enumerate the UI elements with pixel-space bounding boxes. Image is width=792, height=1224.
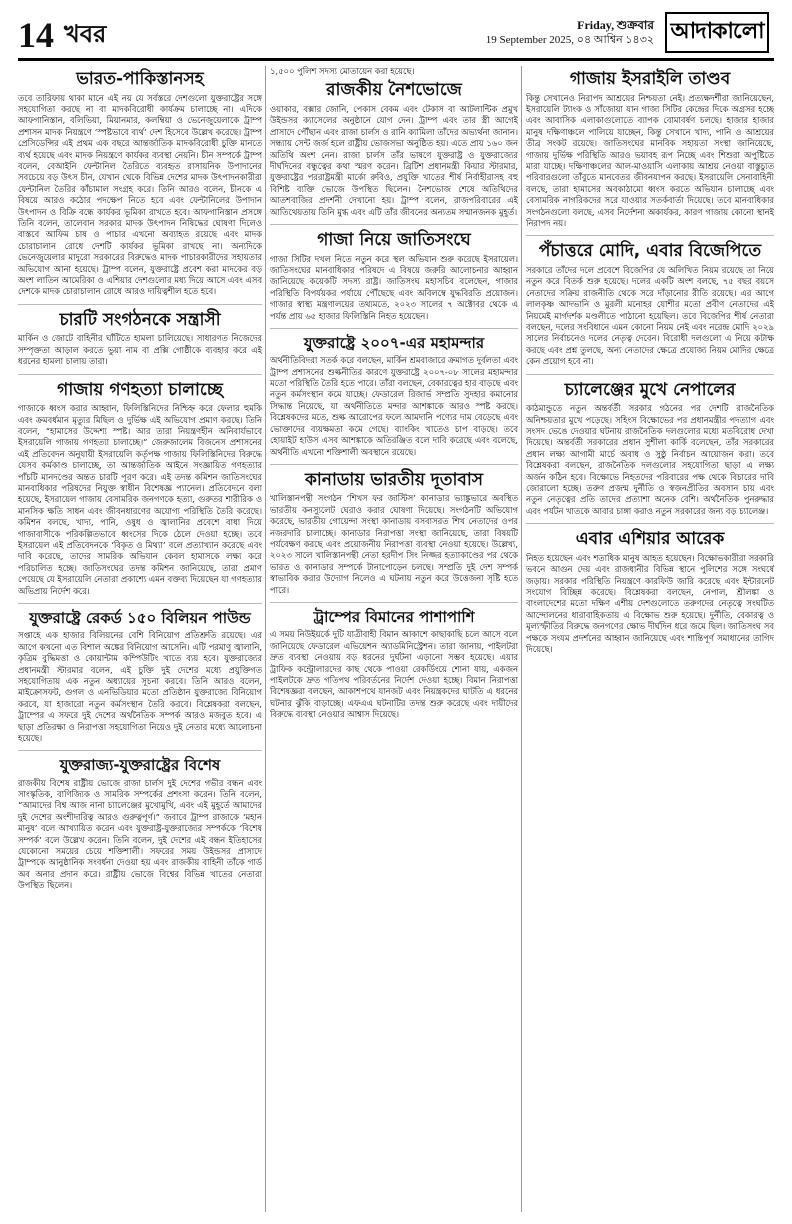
article-headline: এবার এশিয়ার আরেক — [575, 529, 725, 550]
article — [526, 242, 774, 374]
column-1 — [18, 66, 262, 1212]
section-name: খবর — [64, 20, 107, 48]
article-body: নিহত হয়েছেন এবং শতাধিক মানুষ আহত হয়েছেন। বিক্ষোভকারীরা সরকারি ভবনে আগুন দেয় এবং রাজধানীর বিভিন্ন স্থানে পুলিশের সঙ্গে সংঘর্ষে জড়ায়। সরকার পরিস্থিতি নিয়ন্ত্রণে কারফিউ জারি করেছে এবং ইন্টারনেট সংযোগ বিচ্ছিন্ন করেছে। বিশ্লেষকরা বলছেন, নেপাল, শ্রীলঙ্কা ও বাংলাদেশের মতো দক্ষিণ এশীয় দেশগুলোতে তরুণদের নেতৃত্বে সংঘটিত আন্দোলনের ধারাবাহিকতায় এ বিক্ষোভ শুরু হয়েছে। দুর্নীতি, বেকারত্ব ও মূল্যস্ফীতির বিরুদ্ধে জনগণের ক্ষোভ দীর্ঘদিন ধরে জমে ছিল। জাতিসংঘ সব পক্ষকে সংযম প্রদর্শনের আহ্বান জানিয়েছে এবং শান্তিপূর্ণ সমাধানের তাগিদ দিয়েছে। — [526, 552, 774, 655]
article-headline: চ্যালেঞ্জের মুখে নেপালের — [564, 379, 736, 400]
newspaper-logo — [660, 14, 774, 50]
article — [270, 609, 518, 727]
article — [270, 471, 518, 603]
day-bn: শুক্রবার — [616, 18, 654, 32]
article — [18, 311, 262, 375]
article — [18, 757, 262, 897]
article-headline: গাজায় ইসরাইলি তাণ্ডব — [569, 69, 731, 89]
article-headline: যুক্তরাষ্ট্রে রেকর্ড ১৫০ বিলিয়ন পাউন্ড — [29, 609, 251, 628]
article-body: রাজকীয় বিশেষ রাষ্ট্রীয় ভোজে রাজা চার্লস দুই দেশের গভীর বন্ধন এবং সাংস্কৃতিক, বাণিজ্যিক ও সামরিক সম্পর্কের প্রশংসা করেন। তিনি বলেন, “আমাদের বিশ্ব আজ নানা চ্যালেঞ্জের মুখোমুখি, এবং এই মুহূর্তে আমাদের দুই দেশের অংশীদারিত্ব আরও গুরুত্বপূর্ণ।” জবাবে ট্রাম্প রাজাকে ‘মহান মানুষ’ বলে আখ্যায়িত করেন এবং যুক্তরাষ্ট্র-যুক্তরাজ্যের সম্পর্ককে ‘বিশেষ সম্পর্ক’ বলে উল্লেখ করেন। তিনি বলেন, দুই দেশের এই বন্ধন ইতিহাসের যেকোনো সময়ের চেয়ে শক্তিশালী। সফরের সময় উইন্ডসর প্রাসাদে ট্রাম্পকে আনুষ্ঠানিক সংবর্ধনা দেওয়া হয় এবং রাজকীয় বাহিনী তাঁকে গার্ড অব অনার প্রদান করে। রাষ্ট্রীয় ভোজে বিশ্বের বিভিন্ন খাতের নেতারা উপস্থিত ছিলেন। — [18, 777, 262, 891]
masthead-rule — [18, 58, 774, 61]
article-headline: পঁচাত্তরে মোদি, এবার বিজেপিতে — [538, 241, 762, 262]
article — [526, 70, 774, 236]
article-headline: ট্রাম্পের বিমানের পাশাপাশি — [313, 608, 475, 627]
article — [18, 381, 262, 604]
article — [18, 610, 262, 751]
article-body: তবে তারিফায় থাকা মানে এই নয় যে সর্বস্তরে দেশগুলো যুক্তরাষ্ট্রের সঙ্গে সহযোগিতা করছে না বা মাদকবিরোধী কার্যক্রম চালাচ্ছে না। এদিকে আফগানিস্তান, বলিভিয়া, মিয়ানমার, কলম্বিয়া ও ভেনেজুয়েলাকে ট্রাম্প প্রশাসন মাদক নিয়ন্ত্রণে ‘স্পষ্টভাবে ব্যর্থ’ দেশ হিসেবে উল্লেখ করেছে। ট্রাম্প প্রেসিডেন্সির এই প্রথম এক বছরে আন্তর্জাতিক মাদকবিরোধী চুক্তি মানতে ব্যর্থ হয়েছে এবং মাদক নিয়ন্ত্রণে কার্যকর ব্যবস্থা নেয়নি। চীন সম্পর্কে ট্রাম্প বলেন, বেআইনি ফেন্টানিল তৈরিতে ব্যবহৃত রাসায়নিক উপাদানের সবচেয়ে বড় উৎস চীন, যেখান থেকে বিভিন্ন দেশের মাদক উৎপাদনকারীরা ফেন্টানিল তৈরির কাঁচামাল সংগ্রহ করে। তিনি আরও বলেন, চীনকে এ বিষয়ে আরও কঠোর পদক্ষেপ নিতে হবে এবং ফেন্টানিলের উপাদান উৎপাদন ও বিক্রি বন্ধে কার্যকর ভূমিকা রাখতে হবে। আফগানিস্তান প্রসঙ্গে তিনি বলেন, তালেবান সরকার মাদক উৎপাদন নিষিদ্ধের ঘোষণা দিলেও বাস্তবে আফিম চাষ ও পাচার এখনো অব্যাহত রয়েছে এবং মাদক চোরাচালান রোধে দেশটি কার্যকর ভূমিকা রাখছে না। অন্যদিকে ভেনেজুয়েলার মাদুরো সরকারের বিরুদ্ধেও মাদক পাচারকারীদের সহায়তার অভিযোগ আনা হয়েছে। ট্রাম্প বলেন, যুক্তরাষ্ট্রে প্রবেশ করা মাদকের বড় অংশ লাতিন আমেরিকা ও এশিয়ার দেশগুলোর মধ্য দিয়ে আসে এবং এসব দেশকে মাদক চোরাচালান রোধে আরও দায়িত্বশীল হতে হবে। — [18, 92, 262, 297]
article — [270, 231, 518, 329]
date-line — [486, 18, 654, 47]
column-divider — [521, 66, 522, 1212]
article-body: খালিস্তানপন্থী সংগঠন ‘শিখস ফর জাস্টিস’ কানাডার ভ্যাঙ্কুভারে অবস্থিত ভারতীয় কনস্যুলেট ঘেরাও করার ঘোষণা দিয়েছে। সংগঠনটি অভিযোগ করেছে, ভারতীয় গোয়েন্দা সংস্থা কানাডায় বসবাসরত শিখ নেতাদের ওপর নজরদারি চালাচ্ছে। কানাডার নিরাপত্তা সংস্থা জানিয়েছে, তারা বিষয়টি পর্যবেক্ষণ করছে এবং প্রয়োজনীয় নিরাপত্তা ব্যবস্থা নেওয়া হয়েছে। উল্লেখ্য, ২০২৩ সালে খালিস্তানপন্থী নেতা হরদীপ সিং নিজ্জর হত্যাকাণ্ডের পর থেকে ভারত ও কানাডার সম্পর্কে টানাপোড়েন চলছে। সম্প্রতি দুই দেশ সম্পর্ক স্বাভাবিক করার উদ্যোগ নিলেও এ ঘটনায় নতুন করে উত্তেজনা সৃষ্টি হতে পারে। — [270, 493, 518, 595]
article-body: কিন্তু সেখানেও নিরাপদ আশ্রয়ের নিশ্চয়তা নেই। প্রত্যক্ষদর্শীরা জানিয়েছেন, ইসরায়েলি ট্যাংক ও সাঁজোয়া যান গাজা সিটির কেন্দ্রের দিকে অগ্রসর হচ্ছে এবং আবাসিক এলাকাগুলোতে ব্যাপক বোমাবর্ষণ চলছে। হাজার হাজার মানুষ দক্ষিণাঞ্চলে পালিয়ে যাচ্ছেন, কিন্তু সেখানে খাদ্য, পানি ও আশ্রয়ের তীব্র সংকট রয়েছে। জাতিসংঘের মানবিক সহায়তা সংস্থা জানিয়েছে, গাজায় দুর্ভিক্ষ পরিস্থিতি আরও ভয়াবহ রূপ নিচ্ছে এবং শিশুরা অপুষ্টিতে মারা যাচ্ছে। দক্ষিণাঞ্চলের আল-মাওয়াসি এলাকায় আশ্রয় নেওয়া বাস্তুচ্যুত পরিবারগুলো তাঁবুতে মানবেতর জীবনযাপন করছে। ইসরায়েলি সেনাবাহিনী বলছে, তারা হামাসের অবকাঠামো ধ্বংস করতে অভিযান চালাচ্ছে এবং বেসামরিক নাগরিকদের সরে যাওয়ার সতর্কবার্তা দিয়েছে। তবে মানবাধিকার সংগঠনগুলো বলছে, এসব নির্দেশনা অকার্যকর, কারণ গাজায় কোনো স্থানই নিরাপদ নয়। — [526, 92, 774, 229]
continued-text: ১,৫০০ পুলিশ সদস্য মোতায়েন করা হয়েছে। — [270, 66, 415, 76]
article-body: গাজা সিটির দখল নিতে নতুন করে স্থল অভিযান শুরু করেছে ইসরায়েল। জাতিসংঘের মানবাধিকার পরিষদে এ বিষয়ে জরুরি আলোচনার আহ্বান জানিয়েছে কয়েকটি সদস্য রাষ্ট্র। জাতিসংঘ মহাসচিব বলেছেন, গাজার পরিস্থিতি বিপর্যয়কর পর্যায়ে পৌঁছেছে এবং অবিলম্বে যুদ্ধবিরতি প্রয়োজন। গাজার স্বাস্থ্য মন্ত্রণালয়ের তথ্যমতে, ২০২৩ সালের ৭ অক্টোবর থেকে এ পর্যন্ত প্রায় ৬৫ হাজার ফিলিস্তিনি নিহত হয়েছেন। — [270, 253, 518, 321]
article-headline: গাজা নিয়ে জাতিসংঘে — [317, 230, 471, 251]
article-headline: কানাডায় ভারতীয় দূতাবাস — [304, 469, 483, 490]
logo-text: আদাকালো — [665, 12, 770, 53]
column-divider — [265, 66, 266, 1212]
article-body: ওয়াকার, বক্সার জোনি, পেকাস বেকম এবং টেকাস বা আটলান্টিক প্রমুখ উইন্ডসর ক্যাসেলের অনুষ্ঠানে যোগ দেন। ট্রাম্প এবং তার স্ত্রী আগেই প্রাসাদে পৌঁছান এবং রাজা চার্লস ও রানি ক্যামিলা তাঁদের অভ্যর্থনা জানান। সন্ধ্যায় সেন্ট জর্জ হলে রাষ্ট্রীয় ভোজসভা অনুষ্ঠিত হয়। এতে প্রায় ১৬০ জন অতিথি অংশ নেন। রাজা চার্লস তাঁর ভাষণে যুক্তরাষ্ট্র ও যুক্তরাজ্যের দীর্ঘদিনের বন্ধুত্বের কথা স্মরণ করেন। ব্রিটিশ প্রধানমন্ত্রী কিয়ার স্টারমার, যুক্তরাষ্ট্রের পররাষ্ট্রমন্ত্রী মার্কো রুবিও, প্রযুক্তি খাতের শীর্ষ নির্বাহীরাসহ বহু বিশিষ্ট ব্যক্তি ভোজে উপস্থিত ছিলেন। নৈশভোজ শেষে অতিথিদের আতশবাজির প্রদর্শনী দেখানো হয়। ট্রাম্প বলেন, রাজপরিবারের এই আতিথেয়তায় তিনি মুগ্ধ এবং এটি তাঁর জীবনের অন্যতম সম্মানজনক মুহূর্ত। — [270, 103, 518, 217]
article — [270, 335, 518, 465]
article-body: অর্থনীতিবিদরা সতর্ক করে বলছেন, মার্কিন শ্রমবাজারে ক্রমাগত দুর্বলতা এবং ট্রাম্প প্রশাসনের শুল্কনীতির কারণে যুক্তরাষ্ট্রে ২০০৭-০৮ সালের মহামন্দার মতো পরিস্থিতি তৈরি হতে পারে। তাঁরা বলছেন, বেকারত্বের হার বাড়ছে এবং নতুন কর্মসংস্থান কমে যাচ্ছে। ফেডারেল রিজার্ভ সম্প্রতি সুদহার কমানোর সিদ্ধান্ত নিয়েছে, যা অর্থনীতিতে মন্দার আশঙ্কাকে আরও স্পষ্ট করছে। বিশ্লেষকদের মতে, শুল্ক আরোপের ফলে আমদানি পণ্যের দাম বেড়েছে এবং ভোক্তাদের ব্যয়ক্ষমতা কমে গেছে। ব্যাংকিং খাতেও চাপ বাড়ছে। তবে হোয়াইট হাউস এসব আশঙ্কাকে অতিরঞ্জিত বলে দাবি করেছে এবং বলেছে, অর্থনীতি এখনো শক্তিশালী অবস্থানে রয়েছে। — [270, 355, 518, 457]
column-3 — [526, 66, 774, 1212]
article-headline: চারটি সংগঠনকে সন্ত্রাসী — [59, 309, 221, 330]
article — [526, 530, 774, 661]
issue-date: 19 September 2025, ০৪ আশ্বিন ১৪৩২ — [485, 34, 654, 46]
article-headline: রাজকীয় নৈশভোজে — [326, 80, 462, 101]
article-body: কাঠমান্ডুতে নতুন অন্তর্বর্তী সরকার গঠনের পর দেশটি রাজনৈতিক অনিশ্চয়তার মুখে পড়েছে। সহিংস বিক্ষোভের পর প্রধানমন্ত্রীর পদত্যাগ এবং সংসদ ভেঙে দেওয়ার ঘটনায় রাজনৈতিক দলগুলোর মধ্যে মতবিরোধ দেখা দিয়েছে। অন্তর্বর্তী সরকারের প্রধান সুশীলা কার্কি বলেছেন, তাঁর সরকারের প্রধান লক্ষ্য আগামী মার্চে অবাধ ও সুষ্ঠু নির্বাচন আয়োজন করা। তবে বিশ্লেষকরা বলছেন, রাজনৈতিক দলগুলোর সহযোগিতা ছাড়া এ লক্ষ্য অর্জন কঠিন হবে। বিক্ষোভে নিহতদের পরিবারের পক্ষ থেকে বিচারের দাবি জোরালো হচ্ছে। তরুণ প্রজন্ম দুর্নীতি ও স্বজনপ্রীতির অবসান চায় এবং নতুন নেতৃত্বের প্রতি তাদের প্রত্যাশা অনেক বেশি। অর্থনৈতিক পুনরুদ্ধার এবং পর্যটন খাতকে আবার চাঙ্গা করাও নতুন সরকারের জন্য বড় চ্যালেঞ্জ। — [526, 403, 774, 516]
page-number: 14 — [18, 15, 54, 55]
column-2 — [270, 66, 518, 1212]
article-body: মার্কিন ও জোটে বাহিনীর ঘাঁটিতে হামলা চালিয়েছে। সাধারণত নিজেদের সম্পৃক্ততা আড়াল করতে ভুয়া নাম বা প্রক্সি গোষ্ঠীকে ব্যবহার করে এই ধরনের হামলা চালায় তারা। — [18, 333, 262, 367]
day: Friday, — [577, 18, 615, 32]
article — [270, 81, 518, 225]
masthead — [18, 14, 774, 58]
article-headline: যুক্তরাজ্য-যুক্তরাষ্ট্রের বিশেষ — [59, 756, 221, 775]
article-body: সপ্তাহে এক হাজার বিলিয়নের বেশি বিনিয়োগ প্রতিশ্রুতি রয়েছে। এর আগে কখনো এত বিশাল অঙ্কের বিনিয়োগ আসেনি। এটি পরমাণু জ্বালানি, কৃত্রিম বুদ্ধিমত্তা ও কোয়ান্টাম কম্পিউটিং খাতে ব্যয় হবে। যুক্তরাজ্যের প্রধানমন্ত্রী স্টারমার বলেন, এই চুক্তি দুই দেশের মধ্যে প্রযুক্তিগত সহযোগিতায় এক নতুন অধ্যায়ের সূচনা করবে। তিনি আরও বলেন, মাইক্রোসফট, গুগল ও এনভিডিয়ার মতো প্রতিষ্ঠান যুক্তরাজ্যে বিনিয়োগ করবে, যা হাজারো নতুন কর্মসংস্থান তৈরি করবে। বিশ্লেষকরা বলছেন, ট্রাম্পের এ সফরে দুই দেশের অর্থনৈতিক সম্পর্ক আরও মজবুত হবে। এ ছাড়া প্রতিরক্ষা ও নিরাপত্তা সহযোগিতা নিয়েও দুই নেতার মধ্যে আলোচনা হয়েছে। — [18, 630, 262, 743]
article-headline: গাজায় গণহত্যা চালাচ্ছে — [57, 379, 223, 400]
article-headline: যুক্তরাষ্ট্রে ২০০৭-এর মহামন্দার — [303, 334, 485, 352]
article-headline: ভারত-পাকিস্তানসহ — [76, 69, 204, 89]
article — [526, 381, 774, 525]
article-body: এ সময় নিউইয়র্কে দুটি যাত্রীবাহী বিমান আকাশে কাছাকাছি চলে আসে বলে জানিয়েছে ফেডারেল এভিয়েশন অ্যাডমিনিস্ট্রেশন। তারা জানায়, পাইলটরা দ্রুত ব্যবস্থা নেওয়ায় বড় ধরনের দুর্ঘটনা এড়ানো সম্ভব হয়েছে। এয়ার ট্রাফিক কন্ট্রোলারদের কাছ থেকে পাওয়া রেকর্ডিংয়ে শোনা যায়, একজন পাইলটকে দ্রুত গতিপথ পরিবর্তনের নির্দেশ দেওয়া হচ্ছে। বিমান নিরাপত্তা বিশেষজ্ঞরা বলছেন, আকাশপথে যানজট এবং নিয়ন্ত্রকদের ঘাটতি এ ধরনের ঘটনার ঝুঁকি বাড়াচ্ছে। এফএএ ঘটনাটির তদন্ত শুরু করেছে এবং দায়ীদের বিরুদ্ধে ব্যবস্থা নেওয়ার আশ্বাস দিয়েছে। — [270, 629, 518, 720]
article — [18, 70, 262, 305]
article-body: সরকারে তাঁদের দলে প্রবেশে বিজেপির যে অলিখিত নিয়ম রয়েছে তা নিয়ে নতুন করে বিতর্ক শুরু হয়েছে। দলের একটি অংশ বলছে, ৭৫ বছর বয়সে নেতাদের সক্রিয় রাজনীতি থেকে সরে দাঁড়ানোর রীতি রয়েছে। এর আগে লালকৃষ্ণ আদভানি ও মুরলী মনোহর যোশীর মতো প্রবীণ নেতাদের এই নিয়মেই মার্গদর্শক মণ্ডলীতে পাঠানো হয়েছিল। তবে বিজেপির শীর্ষ নেতারা বলছেন, দলের সংবিধানে এমন কোনো নিয়ম নেই এবং নরেন্দ্র মোদি ২০২৯ সালের নির্বাচনেও দলের নেতৃত্ব দেবেন। বিরোধী দলগুলো এ নিয়ে কটাক্ষ করছে এবং প্রশ্ন তুলছে, অন্য নেতাদের ক্ষেত্রে প্রযোজ্য নিয়ম মোদির ক্ষেত্রে কেন প্রয়োগ হবে না। — [526, 264, 774, 367]
article-body: গাজাকে ধ্বংস করার আহ্বান, ফিলিস্তিনিদের নিশ্চিহ্ন করে ফেলার হুমকি এবং ক্রমবর্ধমান মৃত্যুর মিছিল ও দুর্ভিক্ষ এই অভিযোগ প্রমাণ করছে। তিনি বলেন, “হামাসের উদ্দেশ্য স্পষ্ট। আর তারা নিয়ন্ত্রণহীন অনিবার্যভাবে ইসরায়েলি গাজায় গণহত্যা চালাচ্ছে।” জেরুজালেম বিজনেস প্রশাসনের এই প্রতিবেদন অনুযায়ী ইসরায়েলি কর্তৃপক্ষ গাজায় ফিলিস্তিনিদের বিরুদ্ধে যেসব কর্মকাণ্ড চালাচ্ছে, তা আন্তর্জাতিক আইনে সংজ্ঞায়িত গণহত্যার পাঁচটি মানদণ্ডের অন্তত চারটি পূরণ করে। এই তদন্ত কমিশন জাতিসংঘের মানবাধিকার পরিষদের নিযুক্ত স্বাধীন বিশেষজ্ঞ প্যানেল। প্রতিবেদনে বলা হয়েছে, ইসরায়েল গাজায় বেসামরিক জনগণকে হত্যা, গুরুতর শারীরিক ও মানসিক ক্ষতি সাধন এবং জীবনধারণের অযোগ্য পরিস্থিতি তৈরি করেছে। কমিশন বলছে, খাদ্য, পানি, ওষুধ ও জ্বালানির প্রবেশে বাধা দিয়ে গাজাবাসীকে পরিকল্পিতভাবে ধ্বংসের দিকে ঠেলে দেওয়া হচ্ছে। তবে ইসরায়েল এই প্রতিবেদনকে ‘বিকৃত ও মিথ্যা’ বলে প্রত্যাখ্যান করেছে এবং দাবি করেছে, তাদের সামরিক অভিযান কেবল হামাসকে লক্ষ্য করে পরিচালিত হচ্ছে। জাতিসংঘের তদন্ত কমিশন জানিয়েছে, তারা প্রমাণ পেয়েছে যে ইসরায়েলি নেতারা প্রকাশ্যে এমন বক্তব্য দিয়েছেন যা গণহত্যার অভিপ্রায় নির্দেশ করে। — [18, 403, 262, 596]
